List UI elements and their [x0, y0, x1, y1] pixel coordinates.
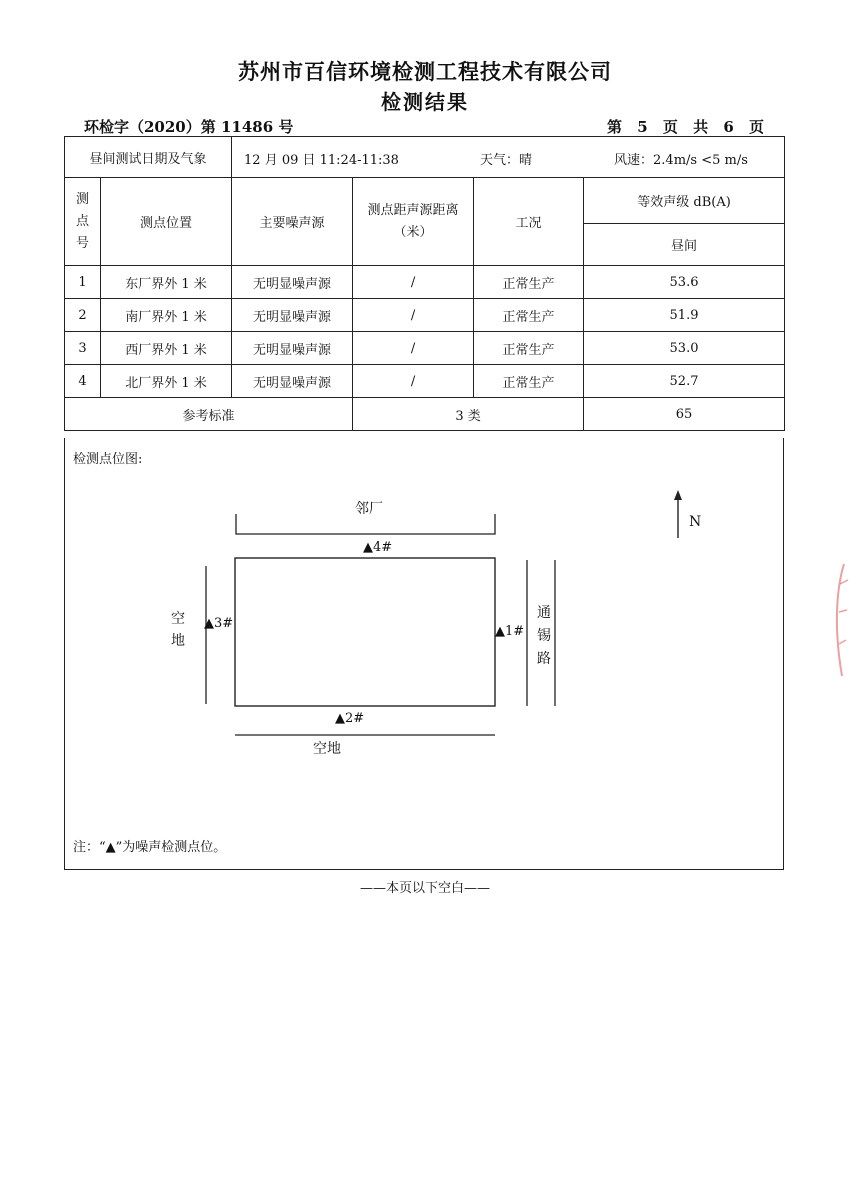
distance-header: 测点距声源距离 （米） [353, 178, 474, 266]
wind-speed: 风速：2.4m/s <5 m/s [614, 153, 748, 168]
point-2-marker: ▲2# [335, 711, 365, 726]
point-no: 2 [65, 299, 101, 332]
vacant-land-west: 空 地 [171, 611, 185, 649]
condition-header: 工况 [474, 178, 584, 266]
source: 无明显噪声源 [232, 299, 353, 332]
reference-class: 3 类 [353, 398, 584, 431]
source: 无明显噪声源 [232, 365, 353, 398]
conditions-cell [232, 137, 785, 178]
factory-outline [235, 558, 495, 706]
distance: / [353, 266, 474, 299]
point-no-header: 测 点 号 [65, 178, 101, 266]
period-header: 昼间 [584, 224, 785, 266]
conditions-label: 昼间测试日期及气象 [65, 137, 232, 178]
level-value: 51.9 [584, 299, 785, 332]
site-map [65, 438, 785, 870]
road-label: 通 锡 路 [537, 605, 551, 667]
condition: 正常生产 [474, 266, 584, 299]
reference-row [65, 398, 785, 431]
condition: 正常生产 [474, 299, 584, 332]
monitoring-diagram [64, 438, 784, 870]
point-4-marker: ▲4# [363, 540, 393, 555]
conditions-row [65, 137, 785, 178]
level-value: 52.7 [584, 365, 785, 398]
level-value: 53.6 [584, 266, 785, 299]
location: 南厂界外 1 米 [101, 299, 232, 332]
reference-label: 参考标准 [65, 398, 353, 431]
location: 北厂界外 1 米 [101, 365, 232, 398]
header-row [65, 178, 785, 224]
point-no: 3 [65, 332, 101, 365]
condition: 正常生产 [474, 332, 584, 365]
table-row [65, 266, 785, 299]
table-row [65, 299, 785, 332]
level-value: 53.0 [584, 332, 785, 365]
distance: / [353, 365, 474, 398]
table-row [65, 332, 785, 365]
seal-stamp-edge [830, 560, 850, 680]
document-title: 检测结果 [381, 90, 469, 114]
location: 西厂界外 1 米 [101, 332, 232, 365]
location: 东厂界外 1 米 [101, 266, 232, 299]
results-table [64, 136, 785, 431]
source: 无明显噪声源 [232, 332, 353, 365]
point-3-marker: ▲3# [204, 616, 234, 631]
diagram-label: 检测点位图: [73, 452, 143, 467]
level-header: 等效声级 dB(A) [584, 178, 785, 224]
weather: 天气：晴 [480, 153, 533, 168]
test-date: 12 月 09 日 11:24-11:38 [244, 153, 399, 168]
point-no: 4 [65, 365, 101, 398]
location-header: 测点位置 [101, 178, 232, 266]
north-label: N [689, 514, 702, 530]
source-header: 主要噪声源 [232, 178, 353, 266]
page-number: 第 5 页 共 6 页 [607, 118, 764, 136]
table-row [65, 365, 785, 398]
report-reference: 环检字（2020）第 11486 号 [84, 118, 294, 136]
source: 无明显噪声源 [232, 266, 353, 299]
point-no: 1 [65, 266, 101, 299]
page-footer: ——本页以下空白—— [359, 881, 490, 896]
neighbor-label: 邻厂 [355, 501, 383, 517]
distance: / [353, 332, 474, 365]
company-name: 苏州市百信环境检测工程技术有限公司 [238, 59, 612, 84]
distance: / [353, 299, 474, 332]
vacant-land-south: 空地 [313, 741, 341, 757]
point-1-marker: ▲1# [495, 624, 525, 639]
reference-limit: 65 [584, 398, 785, 431]
diagram-note: 注：“▲”为噪声检测点位。 [73, 840, 227, 855]
north-arrow-head [674, 490, 682, 500]
condition: 正常生产 [474, 365, 584, 398]
